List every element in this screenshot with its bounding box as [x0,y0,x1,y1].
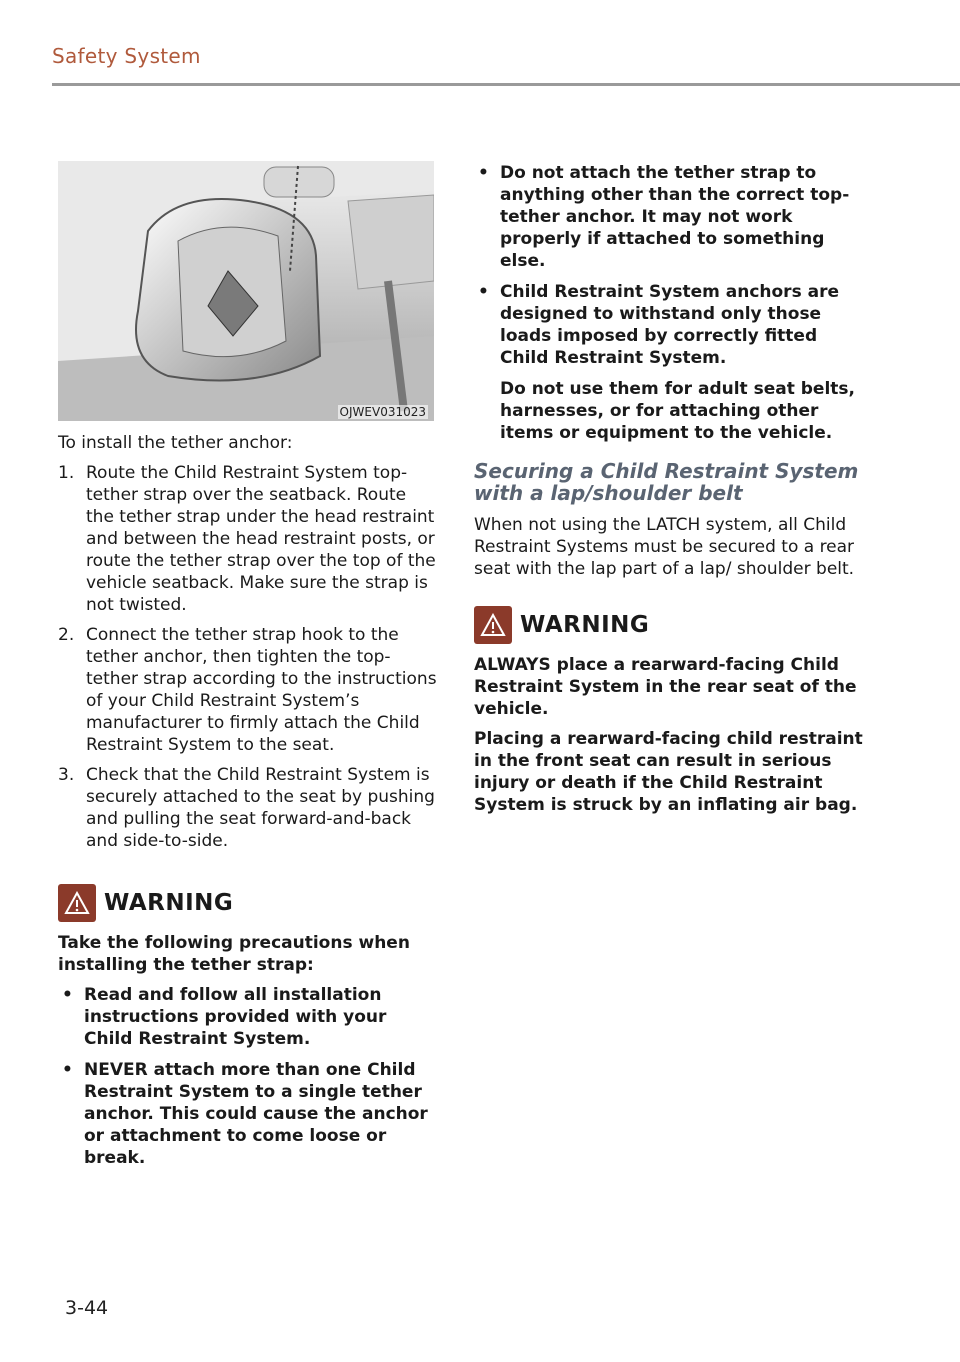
bullet-text: Child Restraint System anchors are designed to withstand only those loads imposed by correctly fitted Child Restraint System. [500,282,839,368]
install-step [58,624,438,756]
figure-code: OJWEV031023 [339,405,426,419]
warning-paragraph: ALWAYS place a rearward-facing Child Restraint System in the rear seat of the vehicle. [474,655,857,719]
left-column [58,432,438,1178]
warning-heading [58,884,438,922]
warning-triangle-icon [58,884,96,922]
warning-bullet [474,281,864,369]
step-number: 3. [58,765,75,785]
install-intro: To install the tether anchor: [58,433,293,453]
step-text: Check that the Child Restraint System is securely attached to the seat by pushing and pulling the seat forward-and-back and side-to-side. [86,765,435,851]
warning-paragraph: Placing a rearward-facing child restraint in the front seat can result in serious injury or death if the Child Restraint System is struck by an inflating air bag. [474,729,863,815]
bullet-text: Do not attach the tether strap to anything other than the correct top-tether anchor. It may not work properly if attached to something else. [500,163,850,271]
warning-bullet [58,984,438,1050]
install-step [58,462,438,616]
bullet-text: Read and follow all installation instructions provided with your Child Restraint System. [84,985,387,1049]
header-divider [52,83,960,86]
bullet-dot: • [62,985,73,1005]
bullet-dot: • [478,282,489,302]
step-text: Connect the tether strap hook to the tether anchor, then tighten the top-tether strap according to the instructions of your Child Restraint System’s manufacturer to firmly attach the Child Restraint System to the seat. [86,625,437,755]
warning-bullet [474,162,864,272]
subsection-title: Securing a Child Restraint System with a lap/shoulder belt [474,459,859,505]
right-column [474,162,864,824]
child-seat-illustration [58,161,434,421]
install-step [58,764,438,852]
warning-label: WARNING [520,612,650,638]
page-number: 3-44 [65,1297,109,1319]
install-steps [58,462,438,852]
step-number: 1. [58,463,75,483]
warning-label: WARNING [104,890,234,916]
warning-triangle-icon [474,606,512,644]
bullet-dot: • [478,163,489,183]
step-text: Route the Child Restraint System top-tether strap over the seatback. Route the tether strap under the head restraint and between the head restraint posts, or route the tether strap over the top of the vehicle seatback. Make sure the strap is not twisted. [86,463,436,615]
warning-heading [474,606,864,644]
warning-intro: Take the following precautions when installing the tether strap: [58,933,410,975]
subsection-text: When not using the LATCH system, all Child Restraint Systems must be secured to a rear seat with the lap part of a lap/ shoulder belt. [474,515,855,579]
section-title: Safety System [52,44,201,68]
bullet-continuation: Do not use them for adult seat belts, harnesses, or for attaching other items or equipment to the vehicle. [500,379,855,443]
step-number: 2. [58,625,75,645]
warning-bullet [58,1059,438,1169]
bullet-text: NEVER attach more than one Child Restraint System to a single tether anchor. This could cause the anchor or attachment to come loose or break. [84,1060,428,1168]
child-seat-figure [58,161,434,421]
bullet-dot: • [62,1060,73,1080]
